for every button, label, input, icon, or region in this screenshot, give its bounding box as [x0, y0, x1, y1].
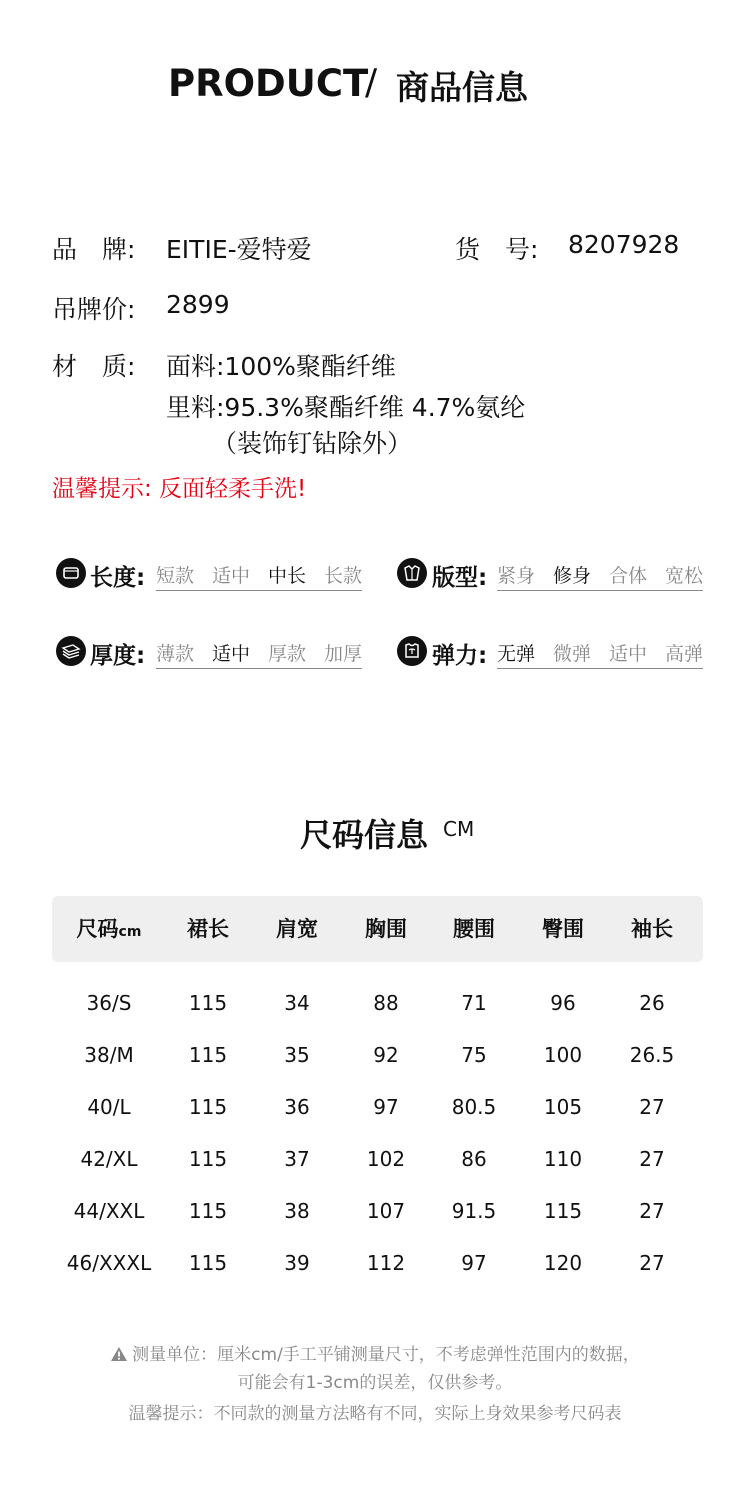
- table-cell: 100: [543, 1043, 583, 1067]
- table-cell: 44/XXL: [73, 1199, 145, 1223]
- fit-icon: [397, 558, 427, 588]
- attribute-option: 适中: [212, 565, 251, 587]
- attribute-option: 短款: [156, 565, 195, 587]
- attribute-option: 紧身: [497, 565, 536, 587]
- table-cell: 105: [543, 1095, 583, 1119]
- attribute-options: [156, 561, 362, 591]
- table-cell: 80.5: [451, 1095, 497, 1119]
- table-cell: 26: [639, 991, 665, 1015]
- size-section-unit: CM: [443, 817, 475, 841]
- elasticity-icon: [397, 636, 427, 666]
- table-cell: 46/XXXL: [66, 1251, 152, 1275]
- table-cell: 27: [639, 1095, 665, 1119]
- table-cell: 115: [188, 1199, 228, 1223]
- table-cell: 35: [284, 1043, 310, 1067]
- size-table-header: [52, 896, 703, 962]
- size-table-header-cell: 袖长: [631, 917, 673, 941]
- table-cell: 112: [366, 1251, 406, 1275]
- attribute-option: 薄款: [156, 643, 195, 665]
- attribute-option-selected: 中长: [268, 565, 307, 587]
- material-lining: 里料:95.3%聚酯纤维 4.7%氨纶: [166, 393, 526, 422]
- attribute-option: 加厚: [324, 643, 363, 665]
- table-cell: 71: [461, 991, 487, 1015]
- table-cell: 115: [188, 1043, 228, 1067]
- measure-note-line2: 可能会有1-3cm的误差，仅供参考。: [237, 1373, 513, 1393]
- table-cell: 88: [373, 991, 399, 1015]
- table-cell: 97: [373, 1095, 399, 1119]
- thickness-icon: [56, 636, 86, 666]
- attribute-label: 弹力:: [432, 643, 488, 669]
- brand-value: EITIE-爱特爱: [166, 235, 312, 264]
- title-separator: /: [365, 62, 378, 103]
- table-cell: 97: [461, 1251, 487, 1275]
- price-value: 2899: [166, 290, 230, 319]
- sku-label: 货 号:: [455, 235, 539, 264]
- table-cell: 37: [284, 1147, 310, 1171]
- table-cell: 102: [366, 1147, 406, 1171]
- attribute-option: 宽松: [665, 565, 704, 587]
- size-table-header-cell: 胸围: [365, 917, 407, 941]
- attribute-label: 厚度:: [90, 643, 146, 669]
- table-cell: 115: [543, 1199, 583, 1223]
- material-label: 材 质:: [52, 352, 136, 381]
- size-table-header-cell: 肩宽: [276, 917, 318, 941]
- page-title-cn: 商品信息: [396, 68, 528, 107]
- attribute-option-selected: 无弹: [497, 643, 536, 665]
- table-cell: 107: [366, 1199, 406, 1223]
- table-cell: 34: [284, 991, 310, 1015]
- wash-warning: 温馨提示: 反面轻柔手洗!: [52, 476, 307, 502]
- table-cell: 39: [284, 1251, 310, 1275]
- table-cell: 27: [639, 1147, 665, 1171]
- table-cell: 27: [639, 1251, 665, 1275]
- page-title-en: PRODUCT: [168, 62, 369, 105]
- measure-note: [0, 1340, 750, 1367]
- attribute-option-selected: 修身: [553, 565, 592, 587]
- material-shell: 面料:100%聚酯纤维: [166, 352, 396, 381]
- size-table-header-cell: 臀围: [542, 917, 584, 941]
- attribute-option: 微弹: [553, 643, 592, 665]
- attribute-option: 合体: [609, 565, 648, 587]
- table-cell: 115: [188, 1147, 228, 1171]
- length-icon: [56, 558, 86, 588]
- table-cell: 75: [461, 1043, 487, 1067]
- table-cell: 36: [284, 1095, 310, 1119]
- attribute-option: 适中: [609, 643, 648, 665]
- attribute-option: 厚款: [268, 643, 307, 665]
- warning-icon: [110, 1346, 128, 1367]
- table-cell: 26.5: [629, 1043, 675, 1067]
- table-cell: 86: [461, 1147, 487, 1171]
- attribute-option-selected: 适中: [212, 643, 251, 665]
- brand-label: 品 牌:: [52, 235, 136, 264]
- table-cell: 40/L: [87, 1095, 131, 1119]
- attribute-options: [156, 639, 362, 669]
- attribute-label: 版型:: [432, 565, 488, 591]
- size-header-unit: cm: [118, 924, 142, 940]
- table-cell: 92: [373, 1043, 399, 1067]
- attribute-options: [497, 561, 703, 591]
- table-cell: 96: [550, 991, 576, 1015]
- size-section-title: 尺码信息: [300, 816, 429, 854]
- table-cell: 115: [188, 991, 228, 1015]
- table-cell: 38/M: [84, 1043, 134, 1067]
- table-cell: 42/XL: [80, 1147, 138, 1171]
- table-cell: 27: [639, 1199, 665, 1223]
- table-cell: 115: [188, 1251, 228, 1275]
- measure-note-line3: 温馨提示：不同款的测量方法略有不同，实际上身效果参考尺码表: [128, 1404, 622, 1424]
- size-table-header-cell: 裙长: [187, 917, 229, 941]
- attribute-label: 长度:: [90, 565, 146, 591]
- material-exception: （装饰钉钻除外）: [212, 429, 413, 458]
- price-label: 吊牌价:: [52, 295, 136, 324]
- size-table-header-cell: 腰围: [453, 917, 495, 941]
- table-cell: 36/S: [86, 991, 132, 1015]
- sku-value: 8207928: [568, 230, 680, 259]
- attribute-option: 长款: [324, 565, 363, 587]
- table-cell: 115: [188, 1095, 228, 1119]
- table-cell: 120: [543, 1251, 583, 1275]
- table-cell: 91.5: [451, 1199, 497, 1223]
- attribute-option: 高弹: [665, 643, 704, 665]
- size-table-header-cell: 尺码cm: [76, 917, 142, 941]
- table-cell: 38: [284, 1199, 310, 1223]
- measure-note-line1: 测量单位：厘米cm/手工平铺测量尺寸，不考虑弹性范围内的数据，: [132, 1345, 640, 1365]
- table-cell: 110: [543, 1147, 583, 1171]
- attribute-options: [497, 639, 703, 669]
